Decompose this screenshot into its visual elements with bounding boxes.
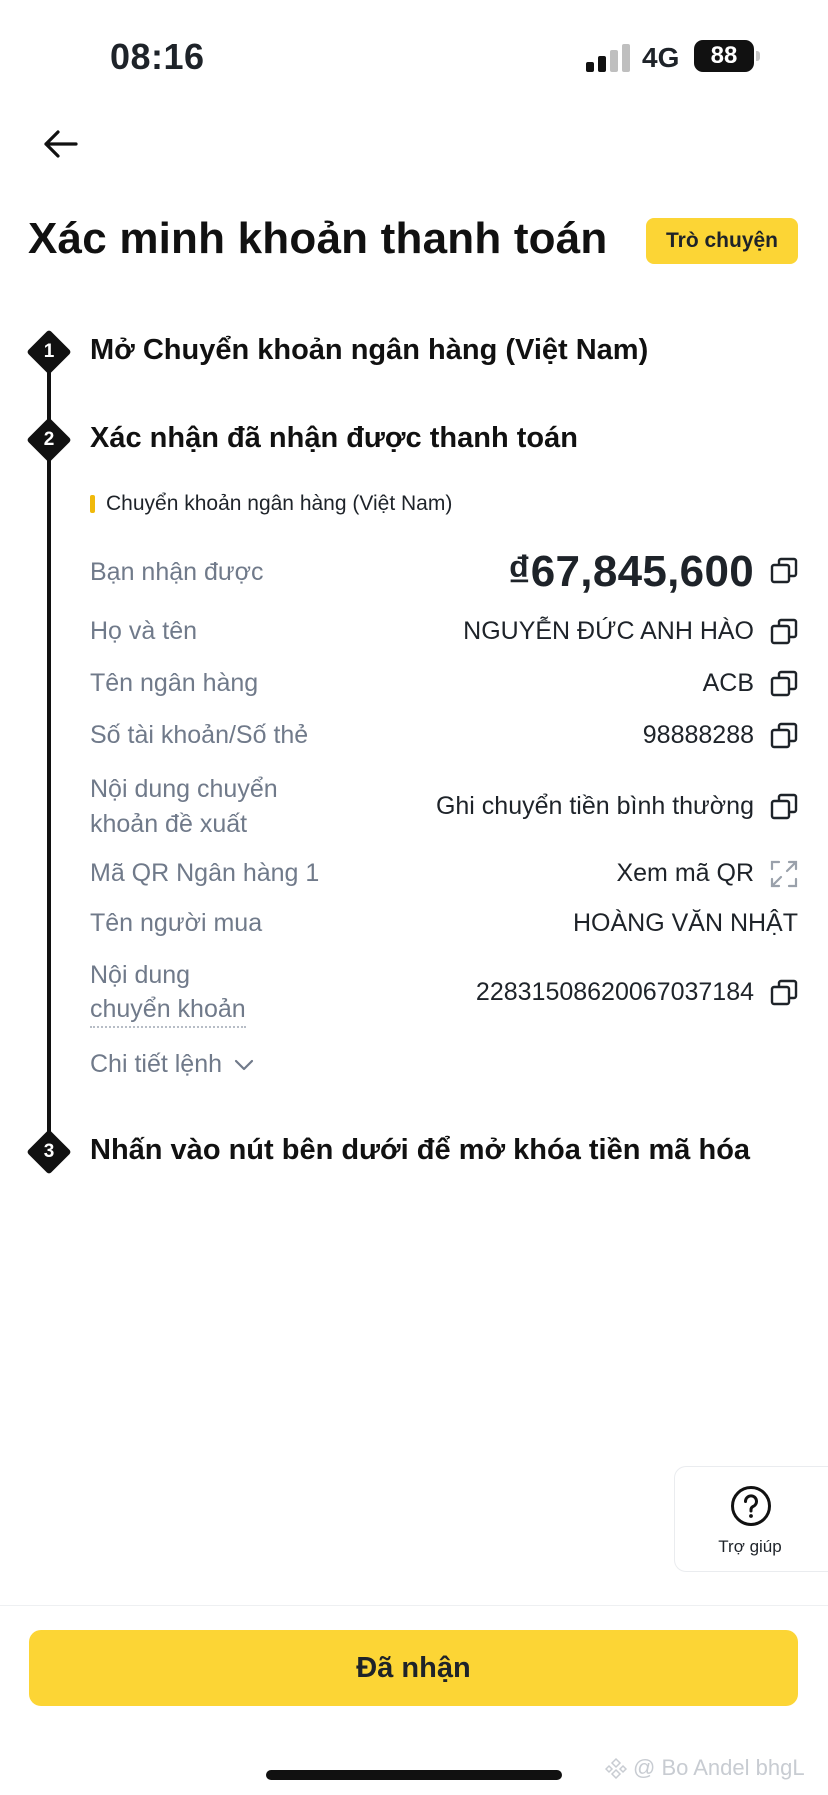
watermark <box>605 1755 805 1781</box>
help-label: Trợ giúp <box>718 1537 782 1556</box>
binance-logo-icon <box>605 1757 627 1779</box>
buyer-name-value: HOÀNG VĂN NHẬT <box>572 909 798 937</box>
network-type: 4G <box>642 42 680 73</box>
battery-icon: 88 <box>694 40 754 72</box>
account-number-label: Số tài khoản/Số thẻ <box>90 721 309 749</box>
payment-method-tag: Chuyển khoản ngân hàng (Việt Nam) <box>90 492 452 516</box>
bottom-divider <box>0 1605 828 1606</box>
full-name-row <box>90 614 798 650</box>
bank-name-row <box>90 666 798 702</box>
bank-name-value: ACB <box>702 669 754 697</box>
status-time: 08:16 <box>110 36 205 77</box>
account-number-value: 98888288 <box>642 721 754 749</box>
buyer-name-row <box>90 906 798 942</box>
signal-icon <box>586 42 630 72</box>
step-1-title: Mở Chuyển khoản ngân hàng (Việt Nam) <box>90 334 649 366</box>
step-2-number: 2 <box>43 429 55 450</box>
copy-icon[interactable] <box>770 670 798 698</box>
transfer-note-label-line1: Nội dung <box>90 961 191 989</box>
copy-icon[interactable] <box>770 557 798 585</box>
page-title: Xác minh khoản thanh toán <box>28 214 608 263</box>
copy-icon[interactable] <box>770 722 798 750</box>
expand-icon[interactable] <box>770 860 798 888</box>
step-2-title: Xác nhận đã nhận được thanh toán <box>90 422 578 454</box>
back-button[interactable] <box>40 126 80 162</box>
suggested-note-label-line1: Nội dung chuyển <box>90 775 278 803</box>
view-qr-link[interactable]: Xem mã QR <box>616 859 754 887</box>
arrow-left-icon <box>40 126 80 162</box>
suggested-note-value: Ghi chuyển tiền bình thường <box>435 792 754 820</box>
chevron-down-icon <box>234 1059 254 1071</box>
home-indicator <box>266 1770 562 1780</box>
qr-code-label: Mã QR Ngân hàng 1 <box>90 859 320 887</box>
received-button[interactable]: Đã nhận <box>29 1630 798 1706</box>
transfer-note-value: 22831508620067037184 <box>475 978 754 1006</box>
stepper-line <box>47 352 51 1152</box>
suggested-note-row <box>90 772 798 842</box>
order-details-toggle[interactable] <box>90 1050 254 1079</box>
status-bar <box>0 0 828 110</box>
amount-label: Bạn nhận được <box>90 558 264 586</box>
watermark-text: @ Bo Andel bhgL <box>633 1755 805 1780</box>
step-3-title: Nhấn vào nút bên dưới để mở khóa tiền mã hóa <box>90 1134 751 1166</box>
full-name-label: Họ và tên <box>90 617 198 645</box>
transfer-note-row <box>90 958 798 1030</box>
full-name-value: NGUYỄN ĐỨC ANH HÀO <box>463 617 754 645</box>
account-number-row <box>90 718 798 754</box>
suggested-note-label-line2: khoản đề xuất <box>90 810 248 838</box>
copy-icon[interactable] <box>770 793 798 821</box>
copy-icon[interactable] <box>770 979 798 1007</box>
qr-code-row <box>90 856 798 892</box>
step-1-number: 1 <box>43 341 55 362</box>
question-circle-icon <box>730 1485 772 1527</box>
step-3-number: 3 <box>43 1141 55 1162</box>
amount-row <box>90 545 798 601</box>
order-details-label: Chi tiết lệnh <box>90 1050 223 1078</box>
amount-value: ₫67,845,600 <box>507 547 754 596</box>
chat-button[interactable]: Trò chuyện <box>646 218 798 264</box>
help-button[interactable] <box>674 1466 828 1572</box>
buyer-name-label: Tên người mua <box>90 909 263 937</box>
transfer-note-label-line2[interactable]: chuyển khoản <box>90 993 246 1028</box>
copy-icon[interactable] <box>770 618 798 646</box>
bank-name-label: Tên ngân hàng <box>90 669 259 697</box>
